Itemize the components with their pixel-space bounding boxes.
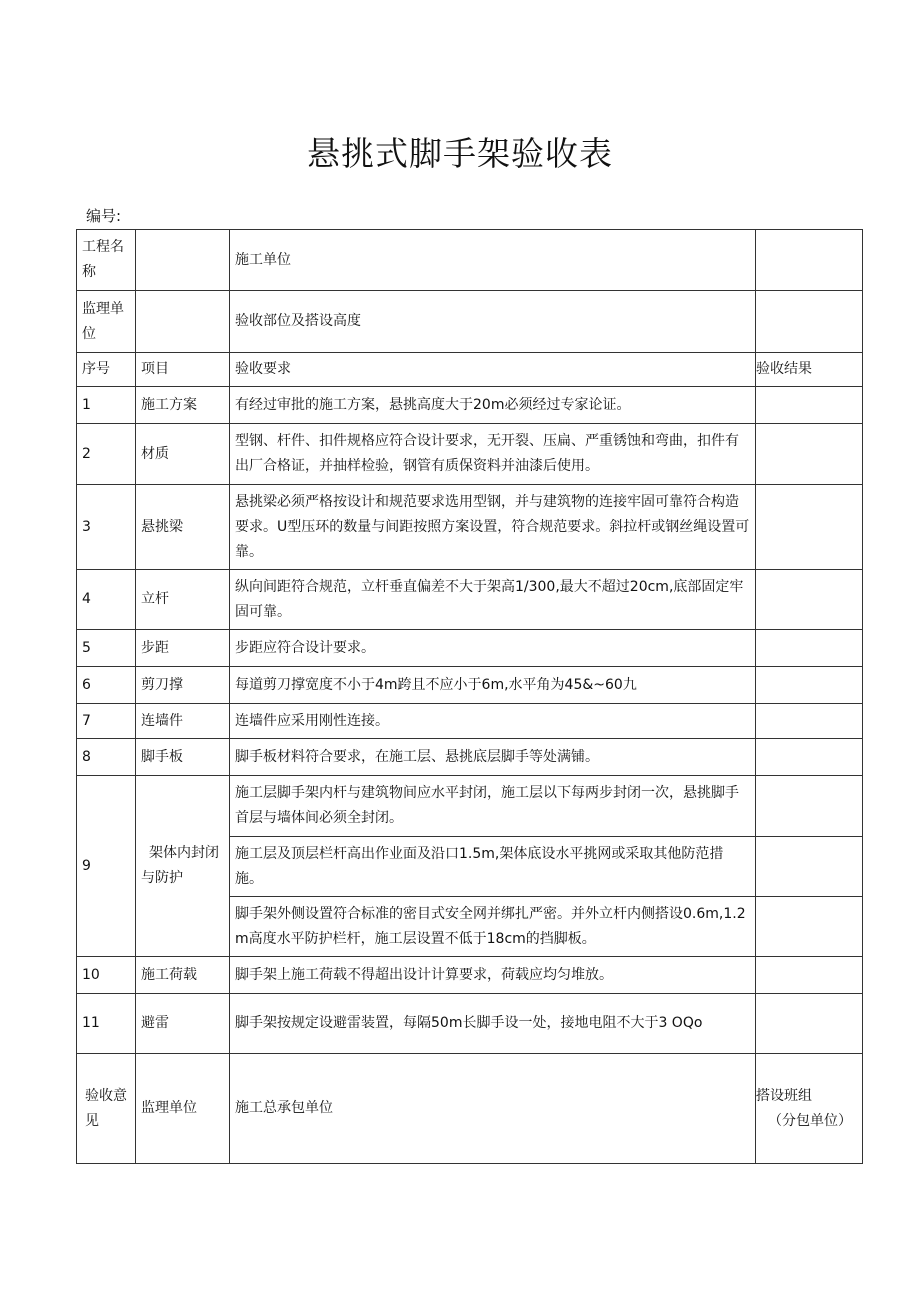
row-result[interactable] — [756, 994, 863, 1054]
serial-number-label: 编号: — [86, 207, 122, 225]
column-header-row — [77, 353, 863, 387]
row-requirement: 型钢、杆件、扣件规格应符合设计要求，无开裂、压扁、严重锈蚀和弯曲，扣件有出厂合格证，并抽样检验，钢管有质保资料并油漆后使用。 — [230, 424, 756, 485]
row-item: 施工荷载 — [136, 957, 230, 994]
page-title: 悬挑式脚手架验收表 — [307, 134, 613, 173]
project-name-value[interactable] — [136, 230, 230, 291]
row-result[interactable] — [756, 957, 863, 994]
row-result[interactable] — [756, 570, 863, 630]
col-result-header: 验收结果 — [756, 353, 863, 387]
row-requirement: 纵向间距符合规范，立杆垂直偏差不大于架高1/300,最大不超过20cm,底部固定牢固可靠。 — [230, 570, 756, 630]
row-no: 4 — [77, 570, 136, 630]
row-requirement: 脚手架按规定设避雷装置，每隔50m长脚手设一处，接地电阻不大于3 OQo — [230, 994, 756, 1054]
table-row — [77, 630, 863, 667]
row-result[interactable] — [756, 704, 863, 739]
row-item: 步距 — [136, 630, 230, 667]
row-requirement: 每道剪刀撑宽度不小于4m跨且不应小于6m,水平角为45&~60九 — [230, 667, 756, 704]
table-row — [77, 994, 863, 1054]
table-row — [77, 776, 863, 837]
row-requirement: 连墙件应采用刚性连接。 — [230, 704, 756, 739]
row-requirement: 悬挑梁必须严格按设计和规范要求选用型钢，并与建筑物的连接牢固可靠符合构造要求。U型压环的数量与间距按照方案设置，符合规范要求。斜拉杆或钢丝绳设置可靠。 — [230, 485, 756, 570]
col-item-header: 项目 — [136, 353, 230, 387]
opinion-row — [77, 1054, 863, 1164]
opinion-label: 验收意见 — [77, 1054, 136, 1164]
supervision-unit-value[interactable] — [136, 291, 230, 353]
col-no-header: 序号 — [77, 353, 136, 387]
row-no: 7 — [77, 704, 136, 739]
table-row — [77, 387, 863, 424]
row-item: 避雷 — [136, 994, 230, 1054]
subcontractor-label: （分包单位） — [768, 1112, 852, 1129]
row-item: 悬挑梁 — [136, 485, 230, 570]
row-no: 8 — [77, 739, 136, 776]
table-row — [77, 957, 863, 994]
inspection-part-value[interactable] — [756, 291, 863, 353]
construction-unit-value[interactable] — [756, 230, 863, 291]
row-no: 10 — [77, 957, 136, 994]
row-no: 1 — [77, 387, 136, 424]
row-no: 2 — [77, 424, 136, 485]
supervision-row — [77, 291, 863, 353]
table-row — [77, 485, 863, 570]
general-contractor-opinion[interactable]: 施工总承包单位 — [230, 1054, 756, 1164]
row-item: 剪刀撑 — [136, 667, 230, 704]
project-name-label: 工程名称 — [77, 230, 136, 291]
project-row — [77, 230, 863, 291]
row-no: 5 — [77, 630, 136, 667]
col-requirement-header: 验收要求 — [230, 353, 756, 387]
erection-team-label: 搭设班组 — [756, 1087, 812, 1104]
row-item: 立杆 — [136, 570, 230, 630]
row-result[interactable] — [756, 485, 863, 570]
table-row — [77, 570, 863, 630]
row-result[interactable] — [756, 424, 863, 485]
row-result[interactable] — [756, 897, 863, 957]
row-item: 施工方案 — [136, 387, 230, 424]
row-requirement: 施工层及顶层栏杆高出作业面及沿口1.5m,架体底设水平挑网或采取其他防范措施。 — [230, 837, 756, 897]
construction-unit-label: 施工单位 — [230, 230, 756, 291]
row-no: 11 — [77, 994, 136, 1054]
row-requirement: 脚手架上施工荷载不得超出设计计算要求，荷载应均匀堆放。 — [230, 957, 756, 994]
row-item: 架体内封闭与防护 — [136, 776, 230, 957]
row-result[interactable] — [756, 387, 863, 424]
row-no: 3 — [77, 485, 136, 570]
table-row — [77, 667, 863, 704]
row-result[interactable] — [756, 837, 863, 897]
row-requirement: 脚手架外侧设置符合标准的密目式安全网并绑扎严密。并外立杆内侧搭设0.6m,1.2m高度水平防护栏杆，施工层设置不低于18cm的挡脚板。 — [230, 897, 756, 957]
row-item: 脚手板 — [136, 739, 230, 776]
supervision-unit-label: 监理单位 — [77, 291, 136, 353]
row-item: 连墙件 — [136, 704, 230, 739]
supervision-opinion[interactable]: 监理单位 — [136, 1054, 230, 1164]
erection-team-opinion[interactable] — [756, 1054, 863, 1164]
inspection-part-label: 验收部位及搭设高度 — [230, 291, 756, 353]
table-row — [77, 704, 863, 739]
inspection-table — [76, 229, 863, 1164]
row-requirement: 施工层脚手架内杆与建筑物间应水平封闭，施工层以下每两步封闭一次，悬挑脚手首层与墙体间必须全封闭。 — [230, 776, 756, 837]
table-row — [77, 424, 863, 485]
row-no: 9 — [77, 776, 136, 957]
table-row — [77, 739, 863, 776]
row-item: 材质 — [136, 424, 230, 485]
row-result[interactable] — [756, 630, 863, 667]
row-result[interactable] — [756, 776, 863, 837]
row-requirement: 步距应符合设计要求。 — [230, 630, 756, 667]
row-result[interactable] — [756, 739, 863, 776]
row-requirement: 脚手板材料符合要求，在施工层、悬挑底层脚手等处满铺。 — [230, 739, 756, 776]
row-requirement: 有经过审批的施工方案，悬挑高度大于20m必须经过专家论证。 — [230, 387, 756, 424]
row-no: 6 — [77, 667, 136, 704]
row-result[interactable] — [756, 667, 863, 704]
